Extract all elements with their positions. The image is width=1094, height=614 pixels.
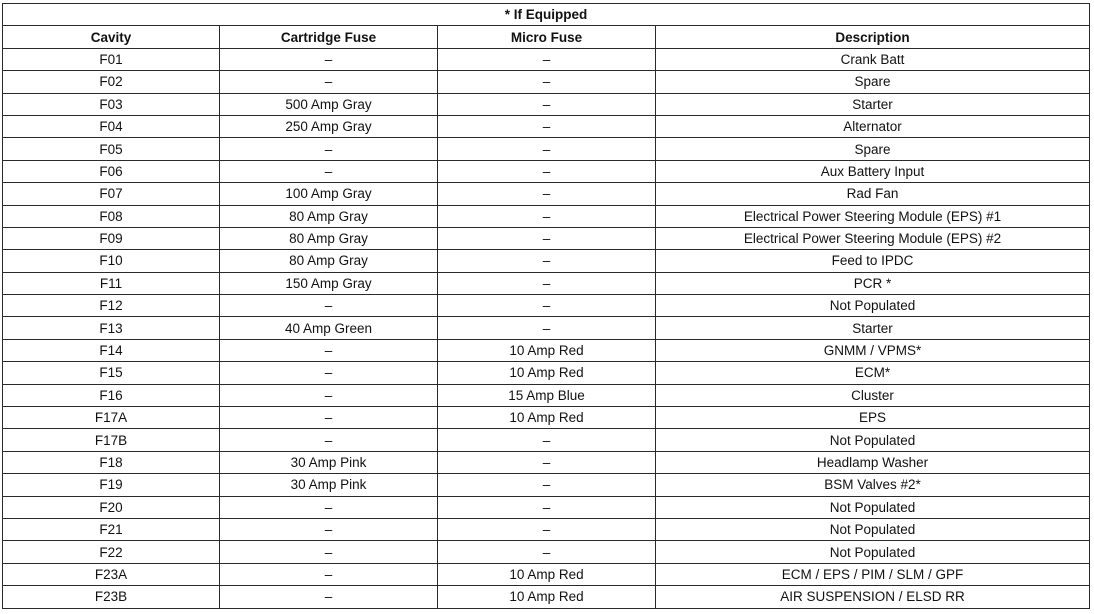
table-row xyxy=(3,93,1090,115)
cell-cavity: F14 xyxy=(3,339,220,361)
cell-micro-fuse: – xyxy=(438,205,656,227)
cell-cartridge-fuse: 30 Amp Pink xyxy=(220,451,438,473)
cell-micro-fuse: – xyxy=(438,541,656,563)
table-row xyxy=(3,339,1090,361)
cell-description: Crank Batt xyxy=(656,48,1090,70)
table-row xyxy=(3,384,1090,406)
table-row xyxy=(3,474,1090,496)
cell-micro-fuse: 10 Amp Red xyxy=(438,563,656,585)
cell-cavity: F23B xyxy=(3,586,220,608)
cell-cavity: F20 xyxy=(3,496,220,518)
cell-cavity: F04 xyxy=(3,115,220,137)
cell-micro-fuse: 10 Amp Red xyxy=(438,586,656,608)
cell-cartridge-fuse: – xyxy=(220,563,438,585)
cell-cartridge-fuse: – xyxy=(220,71,438,93)
cell-micro-fuse: – xyxy=(438,272,656,294)
cell-cartridge-fuse: – xyxy=(220,295,438,317)
cell-micro-fuse: – xyxy=(438,474,656,496)
cell-micro-fuse: – xyxy=(438,250,656,272)
cell-cavity: F11 xyxy=(3,272,220,294)
cell-micro-fuse: 15 Amp Blue xyxy=(438,384,656,406)
table-row xyxy=(3,272,1090,294)
cell-description: Aux Battery Input xyxy=(656,160,1090,182)
table-row xyxy=(3,115,1090,137)
table-row xyxy=(3,227,1090,249)
cell-micro-fuse: 10 Amp Red xyxy=(438,362,656,384)
cell-cartridge-fuse: – xyxy=(220,496,438,518)
cell-description: Rad Fan xyxy=(656,183,1090,205)
fuse-table xyxy=(2,3,1090,609)
header-row xyxy=(3,26,1090,48)
cell-description: Cluster xyxy=(656,384,1090,406)
table-caption: * If Equipped xyxy=(3,4,1090,26)
table-row xyxy=(3,496,1090,518)
cell-cavity: F21 xyxy=(3,518,220,540)
cell-cartridge-fuse: 80 Amp Gray xyxy=(220,227,438,249)
cell-cavity: F15 xyxy=(3,362,220,384)
table-body xyxy=(3,48,1090,608)
cell-cavity: F12 xyxy=(3,295,220,317)
cell-description: Headlamp Washer xyxy=(656,451,1090,473)
cell-description: Starter xyxy=(656,93,1090,115)
cell-cartridge-fuse: 500 Amp Gray xyxy=(220,93,438,115)
cell-cavity: F06 xyxy=(3,160,220,182)
cell-cartridge-fuse: – xyxy=(220,429,438,451)
cell-cartridge-fuse: 250 Amp Gray xyxy=(220,115,438,137)
cell-micro-fuse: – xyxy=(438,115,656,137)
cell-cavity: F16 xyxy=(3,384,220,406)
cell-cavity: F08 xyxy=(3,205,220,227)
cell-cartridge-fuse: 80 Amp Gray xyxy=(220,205,438,227)
cell-micro-fuse: – xyxy=(438,71,656,93)
cell-cavity: F18 xyxy=(3,451,220,473)
table-row xyxy=(3,205,1090,227)
cell-cavity: F13 xyxy=(3,317,220,339)
cell-description: Not Populated xyxy=(656,541,1090,563)
cell-cavity: F01 xyxy=(3,48,220,70)
cell-description: EPS xyxy=(656,407,1090,429)
header-cartridge-fuse: Cartridge Fuse xyxy=(220,26,438,48)
cell-description: Electrical Power Steering Module (EPS) #1 xyxy=(656,205,1090,227)
cell-micro-fuse: – xyxy=(438,518,656,540)
table-row xyxy=(3,160,1090,182)
header-cavity: Cavity xyxy=(3,26,220,48)
cell-micro-fuse: – xyxy=(438,295,656,317)
cell-micro-fuse: – xyxy=(438,48,656,70)
table-row xyxy=(3,71,1090,93)
cell-description: ECM / EPS / PIM / SLM / GPF xyxy=(656,563,1090,585)
cell-cartridge-fuse: – xyxy=(220,339,438,361)
cell-micro-fuse: – xyxy=(438,160,656,182)
table-row xyxy=(3,362,1090,384)
table-row xyxy=(3,250,1090,272)
cell-micro-fuse: – xyxy=(438,227,656,249)
cell-description: Alternator xyxy=(656,115,1090,137)
cell-cartridge-fuse: – xyxy=(220,160,438,182)
cell-cartridge-fuse: – xyxy=(220,541,438,563)
cell-cavity: F05 xyxy=(3,138,220,160)
cell-micro-fuse: – xyxy=(438,451,656,473)
cell-cartridge-fuse: – xyxy=(220,48,438,70)
cell-cartridge-fuse: – xyxy=(220,407,438,429)
cell-description: Spare xyxy=(656,71,1090,93)
cell-micro-fuse: – xyxy=(438,496,656,518)
cell-description: PCR * xyxy=(656,272,1090,294)
cell-cavity: F22 xyxy=(3,541,220,563)
cell-description: Starter xyxy=(656,317,1090,339)
cell-description: Not Populated xyxy=(656,496,1090,518)
cell-micro-fuse: 10 Amp Red xyxy=(438,407,656,429)
table-row xyxy=(3,295,1090,317)
table-row xyxy=(3,563,1090,585)
cell-cartridge-fuse: 80 Amp Gray xyxy=(220,250,438,272)
cell-cartridge-fuse: 40 Amp Green xyxy=(220,317,438,339)
cell-description: Feed to IPDC xyxy=(656,250,1090,272)
cell-cartridge-fuse: – xyxy=(220,384,438,406)
cell-cartridge-fuse: – xyxy=(220,518,438,540)
table-row xyxy=(3,407,1090,429)
cell-description: AIR SUSPENSION / ELSD RR xyxy=(656,586,1090,608)
table-row xyxy=(3,541,1090,563)
cell-cartridge-fuse: 30 Amp Pink xyxy=(220,474,438,496)
cell-cavity: F02 xyxy=(3,71,220,93)
cell-description: BSM Valves #2* xyxy=(656,474,1090,496)
cell-micro-fuse: – xyxy=(438,317,656,339)
cell-cavity: F09 xyxy=(3,227,220,249)
cell-cavity: F19 xyxy=(3,474,220,496)
cell-cavity: F17A xyxy=(3,407,220,429)
cell-description: Not Populated xyxy=(656,295,1090,317)
cell-description: ECM* xyxy=(656,362,1090,384)
table-row xyxy=(3,586,1090,608)
cell-cavity: F03 xyxy=(3,93,220,115)
cell-cartridge-fuse: 150 Amp Gray xyxy=(220,272,438,294)
cell-micro-fuse: – xyxy=(438,138,656,160)
header-description: Description xyxy=(656,26,1090,48)
cell-description: GNMM / VPMS* xyxy=(656,339,1090,361)
table-head xyxy=(3,4,1090,49)
table-row xyxy=(3,183,1090,205)
cell-cartridge-fuse: – xyxy=(220,138,438,160)
table-row xyxy=(3,138,1090,160)
cell-description: Spare xyxy=(656,138,1090,160)
caption-row xyxy=(3,4,1090,26)
table-row xyxy=(3,317,1090,339)
cell-cartridge-fuse: – xyxy=(220,362,438,384)
header-micro-fuse: Micro Fuse xyxy=(438,26,656,48)
cell-cartridge-fuse: – xyxy=(220,586,438,608)
table-row xyxy=(3,518,1090,540)
table-row xyxy=(3,429,1090,451)
cell-description: Electrical Power Steering Module (EPS) #2 xyxy=(656,227,1090,249)
cell-micro-fuse: – xyxy=(438,429,656,451)
table-row xyxy=(3,48,1090,70)
cell-cartridge-fuse: 100 Amp Gray xyxy=(220,183,438,205)
cell-cavity: F23A xyxy=(3,563,220,585)
cell-micro-fuse: – xyxy=(438,183,656,205)
cell-description: Not Populated xyxy=(656,518,1090,540)
cell-micro-fuse: 10 Amp Red xyxy=(438,339,656,361)
cell-cavity: F10 xyxy=(3,250,220,272)
table-row xyxy=(3,451,1090,473)
cell-description: Not Populated xyxy=(656,429,1090,451)
cell-micro-fuse: – xyxy=(438,93,656,115)
cell-cavity: F07 xyxy=(3,183,220,205)
cell-cavity: F17B xyxy=(3,429,220,451)
